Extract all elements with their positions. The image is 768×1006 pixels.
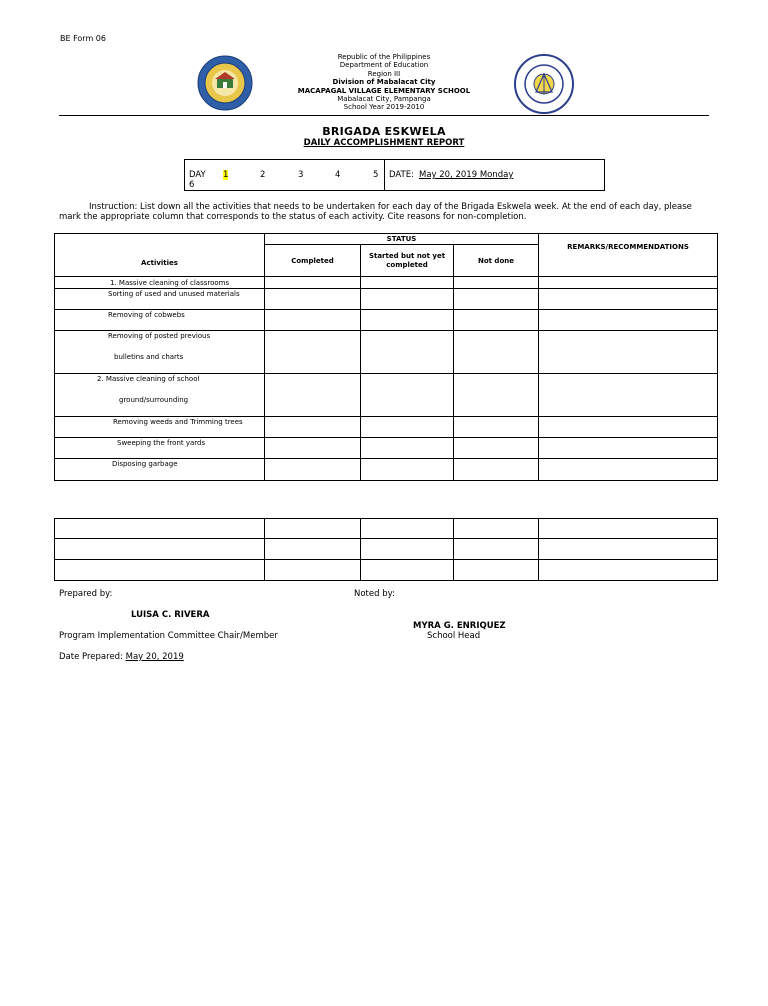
school-location: Mabalacat City, Pampanga — [337, 95, 431, 104]
remarks-cell[interactable] — [539, 277, 718, 289]
remarks-cell[interactable] — [539, 417, 718, 438]
activity-cell: Sweeping the front yards — [55, 438, 265, 459]
started-cell[interactable] — [361, 310, 454, 331]
activity-line: ground/surrounding — [119, 396, 189, 404]
table-row — [55, 438, 718, 459]
col-header-not-done: Not done — [454, 245, 539, 277]
completed-cell[interactable] — [265, 459, 361, 481]
date-prepared-label: Date Prepared: — [59, 652, 123, 662]
completed-cell[interactable] — [265, 560, 361, 581]
activity-cell: 1. Massive cleaning of classrooms — [55, 277, 265, 289]
prepared-by-name: LUISA C. RIVERA — [131, 610, 210, 620]
table-row — [55, 277, 718, 289]
letterhead — [250, 53, 518, 112]
day-option[interactable]: 2 — [260, 170, 266, 180]
not-done-cell[interactable] — [454, 417, 539, 438]
day-option[interactable]: 4 — [335, 170, 341, 180]
started-cell[interactable] — [361, 417, 454, 438]
completed-cell[interactable] — [265, 438, 361, 459]
date-prepared — [59, 652, 184, 662]
date-prepared-value[interactable]: May 20, 2019 — [125, 652, 184, 662]
header-line: Department of Education — [339, 61, 429, 70]
division-name: Division of Mabalacat City — [332, 78, 436, 87]
activity-cell: Sorting of used and unused materials — [55, 289, 265, 310]
activity-cell — [55, 374, 265, 417]
completed-cell[interactable] — [265, 277, 361, 289]
activity-cell: Disposing garbage — [55, 459, 265, 481]
not-done-cell[interactable] — [454, 438, 539, 459]
remarks-cell[interactable] — [539, 310, 718, 331]
col-header-remarks: REMARKS/RECOMMENDATIONS — [539, 234, 718, 277]
activity-table — [54, 233, 718, 481]
table-row — [55, 289, 718, 310]
noted-by-role: School Head — [427, 631, 481, 641]
activity-line: 2. Massive cleaning of school — [97, 375, 200, 383]
not-done-cell[interactable] — [454, 519, 539, 539]
col-header-completed: Completed — [265, 245, 361, 277]
report-subtitle: DAILY ACCOMPLISHMENT REPORT — [303, 138, 465, 148]
activity-cell[interactable] — [55, 539, 265, 560]
day-option[interactable]: 3 — [298, 170, 304, 180]
day-box-divider — [384, 160, 385, 190]
started-cell[interactable] — [361, 519, 454, 539]
completed-cell[interactable] — [265, 539, 361, 560]
not-done-cell[interactable] — [454, 331, 539, 374]
remarks-cell[interactable] — [539, 560, 718, 581]
table-row — [55, 519, 718, 539]
started-cell[interactable] — [361, 289, 454, 310]
header-line: Region III — [367, 69, 401, 78]
remarks-cell[interactable] — [539, 374, 718, 417]
date-label: DATE: — [389, 170, 414, 180]
table-row — [55, 417, 718, 438]
remarks-cell[interactable] — [539, 331, 718, 374]
started-cell[interactable] — [361, 277, 454, 289]
prepared-by-role: Program Implementation Committee Chair/Member — [59, 631, 278, 641]
form-label: BE Form 06 — [60, 34, 106, 43]
activity-cell[interactable] — [55, 560, 265, 581]
date-value[interactable]: May 20, 2019 Monday — [419, 170, 514, 180]
header-divider — [59, 115, 709, 116]
not-done-cell[interactable] — [454, 310, 539, 331]
table-row — [55, 331, 718, 374]
not-done-cell[interactable] — [454, 277, 539, 289]
remarks-cell[interactable] — [539, 539, 718, 560]
started-cell[interactable] — [361, 560, 454, 581]
school-year: School Year 2019-2010 — [343, 103, 425, 112]
day-date-box — [184, 159, 605, 191]
prepared-by-label: Prepared by: — [59, 589, 113, 599]
not-done-cell[interactable] — [454, 374, 539, 417]
report-title: BRIGADA ESKWELA — [322, 125, 446, 138]
table-row — [55, 374, 718, 417]
remarks-cell[interactable] — [539, 459, 718, 481]
started-cell[interactable] — [361, 459, 454, 481]
school-seal-logo — [197, 55, 253, 111]
activity-cell — [55, 331, 265, 374]
not-done-cell[interactable] — [454, 539, 539, 560]
started-cell[interactable] — [361, 539, 454, 560]
not-done-cell[interactable] — [454, 459, 539, 481]
day-label: DAY — [189, 170, 206, 180]
started-cell[interactable] — [361, 438, 454, 459]
activity-cell[interactable] — [55, 519, 265, 539]
started-cell[interactable] — [361, 331, 454, 374]
table-row — [55, 459, 718, 481]
activity-cell: Removing of cobwebs — [55, 310, 265, 331]
day-option[interactable]: 5 — [373, 170, 379, 180]
completed-cell[interactable] — [265, 374, 361, 417]
started-cell[interactable] — [361, 374, 454, 417]
instruction-text: Instruction: List down all the activities that needs to be undertaken for each day of the Brigada Eskwela week. At the end of each day, please mark the appropriate column that corresponds to the status of each activity. Cite reasons for non-completion. — [59, 202, 692, 222]
noted-by-name: MYRA G. ENRIQUEZ — [413, 621, 506, 631]
completed-cell[interactable] — [265, 331, 361, 374]
day-option-selected[interactable]: 1 — [223, 170, 229, 180]
not-done-cell[interactable] — [454, 289, 539, 310]
activity-line: bulletins and charts — [114, 353, 184, 361]
noted-by-label: Noted by: — [354, 589, 395, 599]
col-header-status: STATUS — [265, 234, 539, 245]
header-line: Republic of the Philippines — [337, 53, 431, 61]
day-option[interactable]: 6 — [189, 180, 195, 190]
completed-cell[interactable] — [265, 310, 361, 331]
col-header-activities: Activities — [55, 234, 265, 277]
activity-cell: Removing weeds and Trimming trees — [55, 417, 265, 438]
not-done-cell[interactable] — [454, 560, 539, 581]
activity-line: Removing of posted previous — [108, 332, 211, 340]
completed-cell[interactable] — [265, 289, 361, 310]
completed-cell[interactable] — [265, 519, 361, 539]
deped-seal-logo — [514, 54, 574, 114]
blank-activity-table — [54, 518, 718, 581]
table-row — [55, 560, 718, 581]
completed-cell[interactable] — [265, 417, 361, 438]
table-row — [55, 539, 718, 560]
remarks-cell[interactable] — [539, 289, 718, 310]
school-name: MACAPAGAL VILLAGE ELEMENTARY SCHOOL — [297, 86, 471, 95]
remarks-cell[interactable] — [539, 519, 718, 539]
col-header-started: Started but not yet completed — [361, 245, 454, 277]
remarks-cell[interactable] — [539, 438, 718, 459]
table-row — [55, 310, 718, 331]
